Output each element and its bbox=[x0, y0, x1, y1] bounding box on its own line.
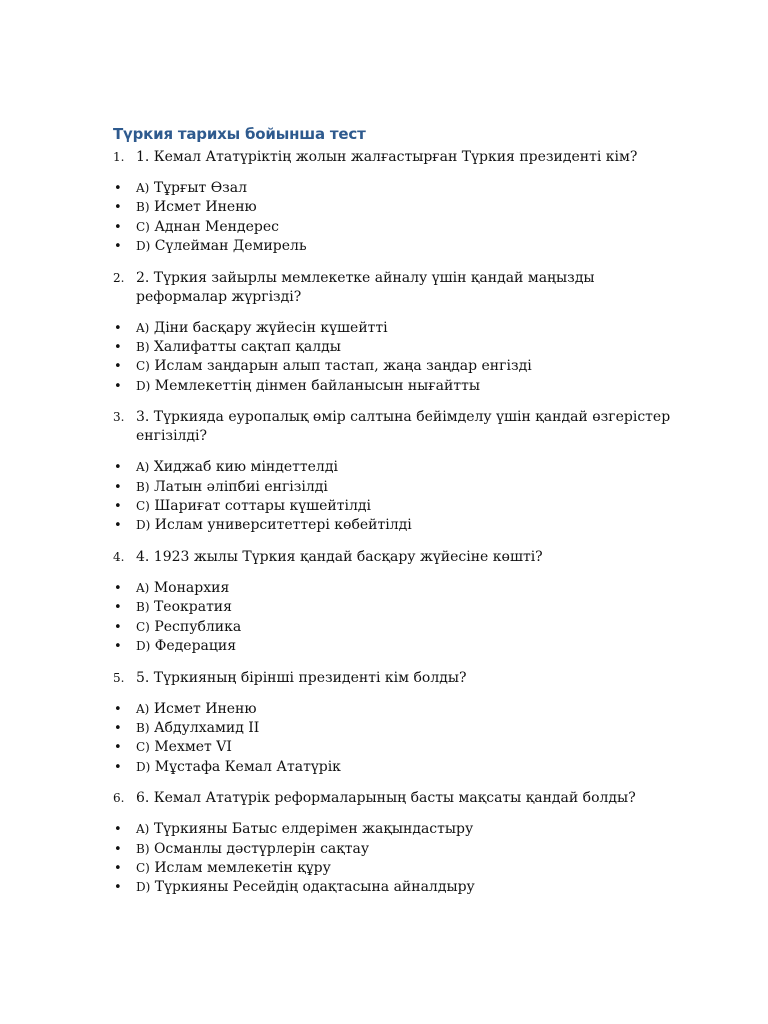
document-title: Түркия тарихы бойынша тест bbox=[113, 125, 366, 143]
answer-option-c bbox=[113, 357, 673, 376]
answer-option-c bbox=[113, 618, 673, 637]
question-heading bbox=[113, 669, 673, 688]
bullet-icon: • bbox=[114, 740, 122, 756]
option-text: Латын әліпбиі енгізілді bbox=[153, 478, 328, 495]
option-text: Османлы дәстүрлерін сақтау bbox=[153, 840, 370, 857]
option-letter: D) bbox=[136, 880, 151, 895]
answer-option-c bbox=[113, 738, 673, 757]
bullet-icon: • bbox=[114, 460, 122, 476]
answer-option-a bbox=[113, 820, 673, 839]
answer-options bbox=[113, 319, 673, 397]
question-heading bbox=[113, 148, 673, 167]
option-text: Республика bbox=[154, 618, 242, 635]
question-heading bbox=[113, 548, 673, 567]
question-heading bbox=[113, 269, 673, 307]
answer-option-b bbox=[113, 198, 673, 217]
question-text: 5. Түркияның бірінші президенті кім болды? bbox=[136, 669, 467, 686]
question-number: 1. bbox=[113, 150, 125, 164]
question-number: 6. bbox=[113, 791, 125, 806]
option-letter: D) bbox=[136, 518, 151, 533]
answer-option-d bbox=[113, 878, 673, 897]
bullet-icon: • bbox=[114, 841, 122, 857]
question-text: 2. Түркия зайырлы мемлекетке айналу үшін қандай маңызды реформалар жүргізді? bbox=[136, 269, 595, 305]
option-letter: D) bbox=[136, 639, 151, 654]
option-text: Тұрғыт Өзал bbox=[153, 180, 248, 196]
option-text: Монархия bbox=[153, 579, 230, 596]
bullet-icon: • bbox=[114, 499, 122, 515]
bullet-icon: • bbox=[114, 378, 122, 394]
option-letter: B) bbox=[136, 479, 150, 494]
question-heading bbox=[113, 789, 673, 808]
bullet-icon: • bbox=[114, 580, 122, 596]
question-2 bbox=[113, 269, 673, 397]
option-text: Мемлекеттің дінмен байланысын нығайтты bbox=[154, 377, 480, 394]
answer-option-d bbox=[113, 637, 673, 656]
option-letter: A) bbox=[136, 701, 150, 716]
question-text: 6. Кемал Ататүрік реформаларының басты мақсаты қандай болды? bbox=[136, 790, 636, 807]
answer-option-a bbox=[113, 579, 673, 598]
option-letter: C) bbox=[136, 740, 150, 755]
option-letter: C) bbox=[136, 499, 150, 514]
question-number: 3. bbox=[113, 410, 125, 425]
answer-option-d bbox=[113, 516, 673, 535]
option-text: Сүлейман Демирель bbox=[154, 238, 307, 255]
option-letter: A) bbox=[136, 181, 150, 195]
question-4 bbox=[113, 548, 673, 657]
question-heading bbox=[113, 408, 673, 446]
bullet-icon: • bbox=[114, 759, 122, 775]
bullet-icon: • bbox=[114, 701, 122, 717]
option-text: Исмет Иненю bbox=[153, 700, 257, 717]
option-text: Хиджаб кию міндеттелді bbox=[153, 459, 338, 476]
question-3 bbox=[113, 408, 673, 536]
bullet-icon: • bbox=[114, 239, 122, 255]
option-letter: D) bbox=[136, 239, 151, 254]
answer-option-c bbox=[113, 859, 673, 878]
bullet-icon: • bbox=[114, 860, 122, 876]
question-number: 5. bbox=[113, 670, 125, 685]
option-text: Түркияны Ресейдің одақтасына айналдыру bbox=[154, 879, 475, 896]
option-text: Түркияны Батыс елдерімен жақындастыру bbox=[153, 821, 474, 838]
option-text: Шариғат соттары күшейтілді bbox=[154, 498, 371, 515]
option-letter: B) bbox=[136, 841, 150, 856]
bullet-icon: • bbox=[114, 720, 122, 736]
option-text: Исмет Иненю bbox=[153, 199, 257, 216]
question-text: 1. Кемал Ататүріктің жолын жалғастырған Түркия президенті кім? bbox=[136, 149, 638, 165]
answer-option-d bbox=[113, 237, 673, 256]
answer-option-b bbox=[113, 719, 673, 738]
bullet-icon: • bbox=[114, 320, 122, 336]
option-text: Ислам университеттері көбейтілді bbox=[154, 517, 412, 534]
question-number: 2. bbox=[113, 270, 125, 285]
option-text: Абдулхамид II bbox=[153, 719, 260, 736]
bullet-icon: • bbox=[114, 639, 122, 655]
question-text: 4. 1923 жылы Түркия қандай басқару жүйесіне көшті? bbox=[136, 548, 543, 565]
answer-option-b bbox=[113, 598, 673, 617]
answer-option-b bbox=[113, 338, 673, 357]
option-text: Діни басқару жүйесін күшейтті bbox=[153, 319, 388, 336]
answer-option-b bbox=[113, 840, 673, 859]
answer-options bbox=[113, 458, 673, 536]
question-number: 4. bbox=[113, 549, 125, 564]
option-letter: B) bbox=[136, 720, 150, 735]
option-letter: A) bbox=[136, 460, 150, 475]
option-letter: A) bbox=[136, 320, 150, 335]
answer-option-d bbox=[113, 758, 673, 777]
question-list bbox=[113, 148, 673, 910]
bullet-icon: • bbox=[114, 219, 122, 235]
answer-option-a bbox=[113, 700, 673, 719]
option-text: Халифатты сақтап қалды bbox=[153, 339, 341, 356]
answer-options bbox=[113, 700, 673, 778]
option-letter: B) bbox=[136, 200, 150, 215]
option-letter: A) bbox=[136, 822, 150, 837]
bullet-icon: • bbox=[114, 359, 122, 375]
answer-options bbox=[113, 179, 673, 257]
answer-option-d bbox=[113, 377, 673, 396]
answer-options bbox=[113, 579, 673, 657]
option-text: Федерация bbox=[154, 638, 237, 655]
answer-options bbox=[113, 820, 673, 898]
option-letter: C) bbox=[136, 219, 150, 234]
answer-option-a bbox=[113, 458, 673, 477]
bullet-icon: • bbox=[114, 619, 122, 635]
question-5 bbox=[113, 669, 673, 778]
option-text: Теократия bbox=[153, 599, 232, 616]
option-text: Ислам мемлекетін құру bbox=[154, 859, 331, 876]
option-text: Мехмет VI bbox=[154, 739, 232, 756]
option-letter: A) bbox=[136, 580, 150, 595]
bullet-icon: • bbox=[114, 181, 122, 196]
answer-option-c bbox=[113, 218, 673, 237]
bullet-icon: • bbox=[114, 518, 122, 534]
option-letter: B) bbox=[136, 600, 150, 615]
question-1 bbox=[113, 148, 673, 257]
bullet-icon: • bbox=[114, 479, 122, 495]
bullet-icon: • bbox=[114, 340, 122, 356]
option-text: Мұстафа Кемал Ататүрік bbox=[154, 758, 341, 775]
option-letter: C) bbox=[136, 860, 150, 875]
bullet-icon: • bbox=[114, 200, 122, 216]
answer-option-c bbox=[113, 497, 673, 516]
answer-option-a bbox=[113, 179, 673, 198]
option-letter: D) bbox=[136, 759, 151, 774]
question-text: 3. Түркияда еуропалық өмір салтына бейімделу үшін қандай өзгерістер енгізілді? bbox=[136, 409, 671, 445]
option-letter: B) bbox=[136, 340, 150, 355]
option-text: Аднан Мендерес bbox=[154, 218, 279, 235]
option-text: Ислам заңдарын алып тастап, жаңа заңдар енгізді bbox=[154, 358, 532, 375]
option-letter: C) bbox=[136, 619, 150, 634]
option-letter: C) bbox=[136, 359, 150, 374]
question-6 bbox=[113, 789, 673, 898]
answer-option-a bbox=[113, 319, 673, 338]
bullet-icon: • bbox=[114, 600, 122, 616]
answer-option-b bbox=[113, 478, 673, 497]
bullet-icon: • bbox=[114, 880, 122, 896]
option-letter: D) bbox=[136, 378, 151, 393]
bullet-icon: • bbox=[114, 822, 122, 838]
